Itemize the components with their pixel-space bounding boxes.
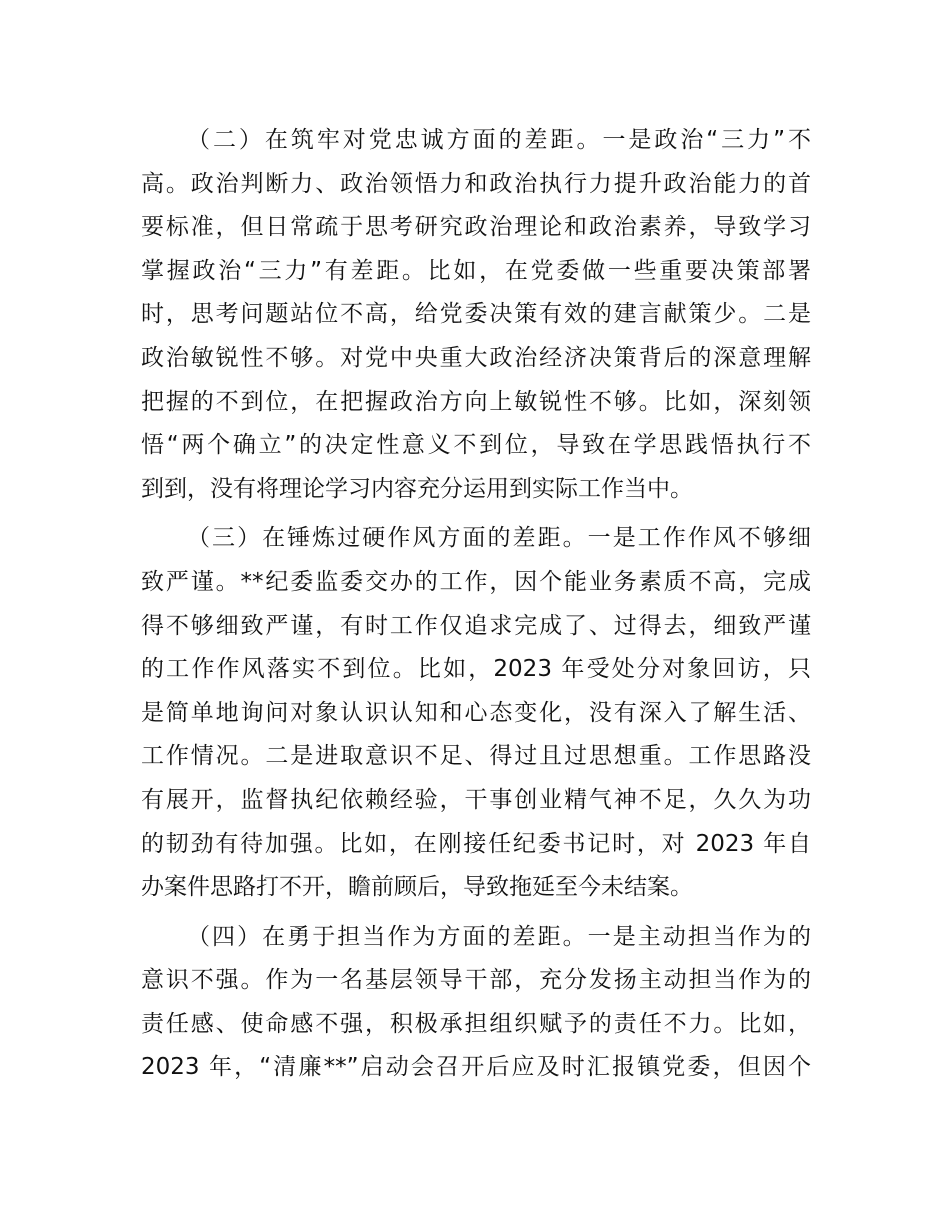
paragraph-line: 高。政治判断力、政治领悟力和政治执行力提升政治能力的首 (141, 170, 811, 197)
paragraph-line: 政治敏锐性不够。对党中央重大政治经济决策背后的深意理解 (141, 344, 811, 371)
paragraph-line: 2023 年，“清廉**”启动会召开后应及时汇报镇党委，但因个 (141, 1054, 811, 1081)
paragraph-line: 要标准，但日常疏于思考研究政治理论和政治素养，导致学习 (141, 214, 811, 241)
paragraph-line: 办案件思路打不开，瞻前顾后，导致拖延至今未结案。 (141, 874, 693, 901)
paragraph-line: （三）在锤炼过硬作风方面的差距。一是工作作风不够细 (187, 525, 811, 552)
paragraph-line: （二）在筑牢对党忠诚方面的差距。一是政治“三力”不 (187, 127, 811, 153)
paragraph-line: 意识不强。作为一名基层领导干部，充分发扬主动担当作为的 (141, 967, 811, 994)
paragraph-line: 责任感、使命感不强，积极承担组织赋予的责任不力。比如， (141, 1010, 811, 1037)
paragraph-line: 有展开，监督执纪依赖经验，干事创业精气神不足，久久为功 (141, 786, 811, 813)
paragraph-line: 时，思考问题站位不高，给党委决策有效的建言献策少。二是 (141, 301, 811, 328)
paragraph-line: 把握的不到位，在把握政治方向上敏锐性不够。比如，深刻领 (141, 388, 811, 415)
paragraph-line: 悟“两个确立”的决定性意义不到位，导致在学思践悟执行不 (141, 432, 811, 459)
paragraph-line: 工作情况。二是进取意识不足、得过且过思想重。工作思路没 (141, 743, 811, 770)
paragraph-line: （四）在勇于担当作为方面的差距。一是主动担当作为的 (187, 923, 811, 950)
document-body (141, 119, 811, 1090)
paragraph-line: 致严谨。**纪委监委交办的工作，因个能业务素质不高，完成 (141, 568, 811, 595)
paragraph-line: 是简单地询问对象认识认知和心态变化，没有深入了解生活、 (141, 699, 811, 726)
paragraph-line: 得不够细致严谨，有时工作仅追求完成了、过得去，细致严谨 (141, 612, 811, 639)
paragraph-line: 到到，没有将理论学习内容充分运用到实际工作当中。 (141, 475, 693, 502)
paragraph-line: 的工作作风落实不到位。比如，2023 年受处分对象回访，只 (141, 656, 811, 683)
paragraph-line: 掌握政治“三力”有差距。比如，在党委做一些重要决策部署 (141, 257, 811, 284)
paragraph-line: 的韧劲有待加强。比如，在刚接任纪委书记时，对 2023 年自 (141, 830, 811, 857)
